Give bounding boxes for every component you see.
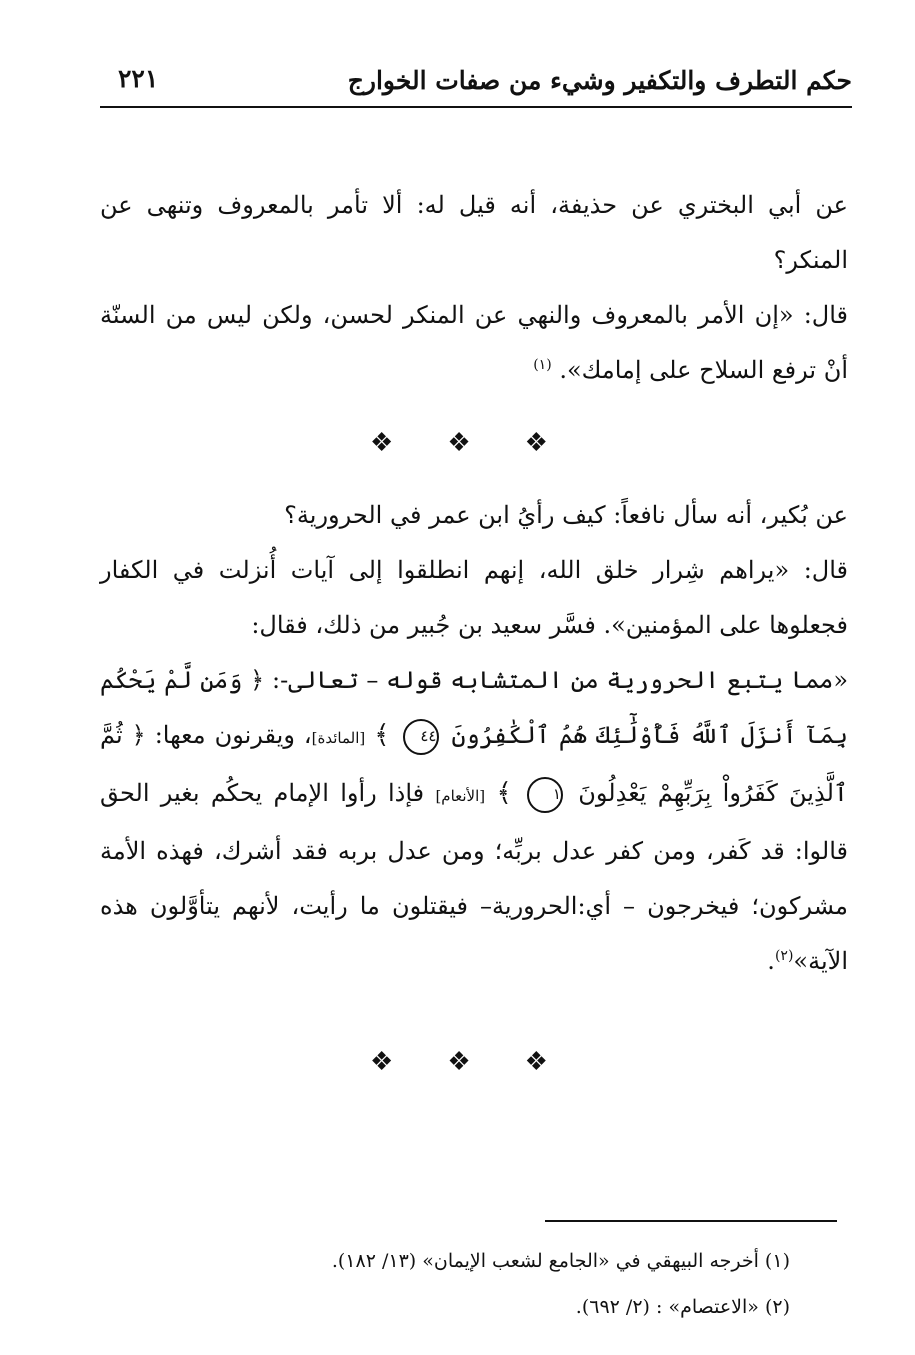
footnote-marker-1[interactable]: (١) bbox=[533, 357, 552, 373]
diamond-ornament-icon: ❖ bbox=[370, 1047, 424, 1077]
diamond-ornament-icon: ❖ bbox=[447, 428, 501, 458]
spacer bbox=[100, 989, 848, 1017]
page-number: ٢٢١ bbox=[118, 64, 159, 93]
paragraph-text: عن أبي البختري عن حذيفة، أنه قيل له: ألا تأمر بالمعروف وتنهى عن المنكر؟ bbox=[100, 191, 848, 274]
quran-verse: ﴿ وَمَن لَّمْ يَحْكُم بِمَآ أَنزَلَ ٱللَّهُ فَأُوْلَٰٓئِكَ هُمُ ٱلْكَٰفِرُونَ bbox=[100, 666, 848, 749]
running-header bbox=[100, 62, 852, 108]
footnote-marker-2[interactable]: (٢) bbox=[774, 948, 794, 964]
paragraph-answer bbox=[100, 543, 848, 653]
ayah-number-marker: ١ bbox=[527, 777, 563, 813]
footnote-rule bbox=[545, 1220, 837, 1222]
paragraph-text: «مما يتبع الحرورية من المتشابه قوله – تعالى-: bbox=[272, 666, 849, 694]
paragraph-text: قال: «إن الأمر بالمعروف والنهي عن المنكر لحسن، ولكن ليس من السنّة أنْ ترفع السلاح على إمامك». bbox=[100, 301, 848, 384]
surah-reference: [المائدة] bbox=[311, 729, 366, 747]
footnotes bbox=[290, 1238, 790, 1330]
diamond-ornament-icon: ❖ bbox=[524, 428, 578, 458]
running-title: حكم التطرف والتكفير وشيء من صفات الخوارج bbox=[347, 66, 852, 95]
diamond-ornament-icon: ❖ bbox=[370, 428, 424, 458]
paragraph-text: ، ويقرنون معها: bbox=[154, 721, 312, 749]
quran-verse: ﴿ ثُمَّ ٱلَّذِينَ كَفَرُواْ بِرَبِّهِمْ يَعْدِلُونَ bbox=[100, 721, 848, 807]
body-text bbox=[100, 178, 848, 1107]
paragraph-end: . bbox=[767, 947, 775, 975]
paragraph-answer bbox=[100, 288, 848, 398]
diamond-ornament-icon: ❖ bbox=[524, 1047, 578, 1077]
footnote-1: (١) أخرجه البيهقي في «الجامع لشعب الإيمان» (١٣/ ١٨٢). bbox=[331, 1250, 790, 1272]
header-rule bbox=[100, 106, 852, 108]
verse-close-brace: ﴾ bbox=[496, 778, 512, 808]
paragraph-commentary bbox=[100, 653, 848, 989]
surah-reference: [الأنعام] bbox=[435, 787, 486, 805]
diamond-ornament-icon: ❖ bbox=[447, 1047, 501, 1077]
footnote-2: (٢) «الاعتصام» : (٢/ ٦٩٢). bbox=[575, 1296, 790, 1318]
verse-close-brace: ﴾ bbox=[374, 720, 390, 750]
paragraph-question bbox=[100, 488, 848, 543]
paragraph-text: عن بُكير، أنه سأل نافعاً: كيف رأيُ ابن عمر في الحرورية؟ bbox=[284, 501, 848, 529]
section-divider bbox=[100, 398, 848, 488]
section-divider bbox=[100, 1017, 848, 1107]
paragraph-text: فإذا رأوا الإمام يحكُم بغير الحق قالوا: قد كَفر، ومن كفر عدل بربِّه؛ ومن عدل بربه فقد أشرك، فهذه الأمة مشركون؛ فيخرجون – أي:الحرورية– فيقتلون ما رأيت، لأنهم يتأوَّلون هذه الآية» bbox=[100, 779, 848, 975]
ayah-number-marker: ٤٤ bbox=[403, 719, 439, 755]
paragraph-question bbox=[100, 178, 848, 288]
paragraph-text: قال: «يراهم شِرار خلق الله، إنهم انطلقوا إلى آيات أُنزلت في الكفار فجعلوها على المؤمنين». فسَّر سعيد بن جُبير من ذلك، فقال: bbox=[100, 556, 848, 639]
